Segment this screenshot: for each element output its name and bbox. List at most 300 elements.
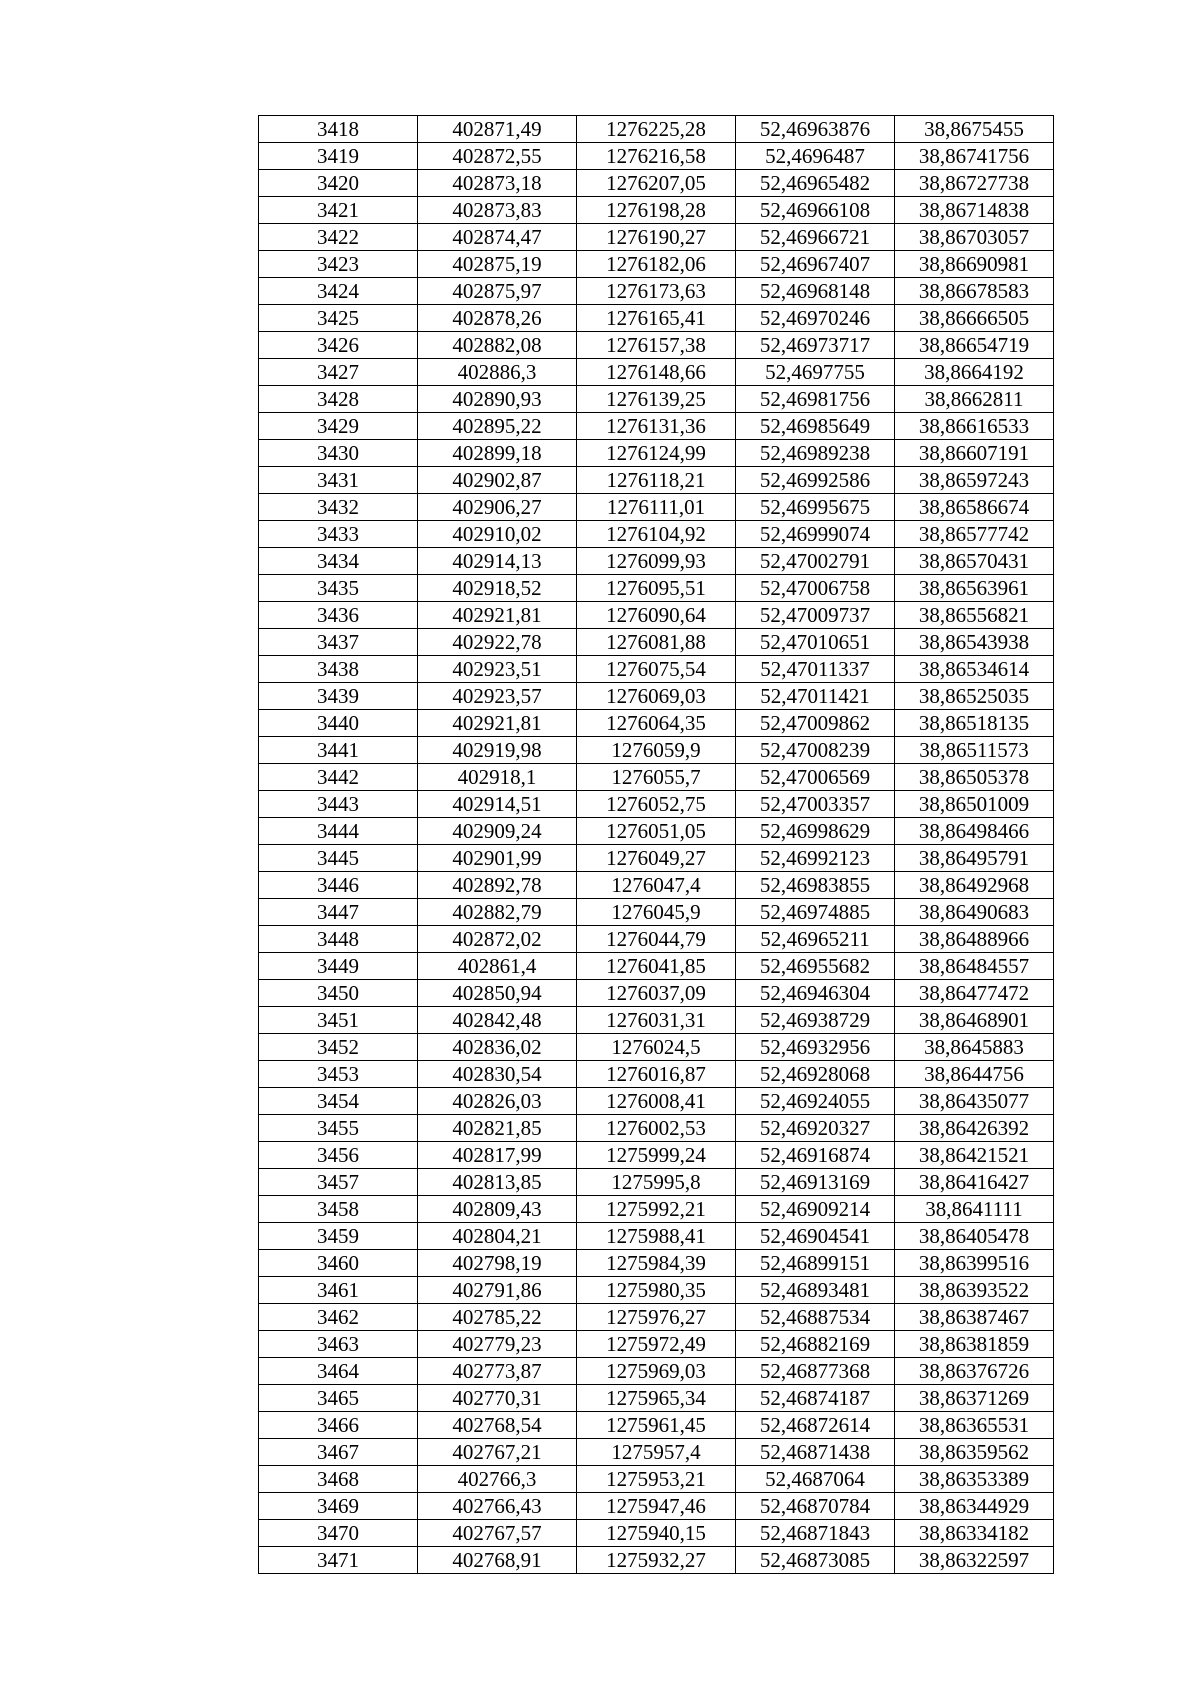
- y-coordinate-cell: 1276037,09: [577, 980, 736, 1007]
- longitude-cell: 38,86714838: [895, 197, 1054, 224]
- point-number-cell: 3423: [259, 251, 418, 278]
- point-number-cell: 3453: [259, 1061, 418, 1088]
- x-coordinate-cell: 402923,51: [418, 656, 577, 683]
- point-number-cell: 3468: [259, 1466, 418, 1493]
- x-coordinate-cell: 402923,57: [418, 683, 577, 710]
- table-row: [259, 1277, 1054, 1304]
- latitude-cell: 52,46899151: [736, 1250, 895, 1277]
- longitude-cell: 38,86586674: [895, 494, 1054, 521]
- x-coordinate-cell: 402882,08: [418, 332, 577, 359]
- latitude-cell: 52,46992586: [736, 467, 895, 494]
- x-coordinate-cell: 402921,81: [418, 602, 577, 629]
- latitude-cell: 52,4687064: [736, 1466, 895, 1493]
- latitude-cell: 52,46992123: [736, 845, 895, 872]
- x-coordinate-cell: 402902,87: [418, 467, 577, 494]
- y-coordinate-cell: 1276148,66: [577, 359, 736, 386]
- longitude-cell: 38,86727738: [895, 170, 1054, 197]
- x-coordinate-cell: 402918,1: [418, 764, 577, 791]
- x-coordinate-cell: 402882,79: [418, 899, 577, 926]
- x-coordinate-cell: 402914,13: [418, 548, 577, 575]
- y-coordinate-cell: 1276182,06: [577, 251, 736, 278]
- longitude-cell: 38,86501009: [895, 791, 1054, 818]
- table-row: [259, 1223, 1054, 1250]
- longitude-cell: 38,86563961: [895, 575, 1054, 602]
- latitude-cell: 52,46985649: [736, 413, 895, 440]
- longitude-cell: 38,8662811: [895, 386, 1054, 413]
- point-number-cell: 3419: [259, 143, 418, 170]
- point-number-cell: 3429: [259, 413, 418, 440]
- point-number-cell: 3441: [259, 737, 418, 764]
- point-number-cell: 3426: [259, 332, 418, 359]
- latitude-cell: 52,46970246: [736, 305, 895, 332]
- x-coordinate-cell: 402826,03: [418, 1088, 577, 1115]
- latitude-cell: 52,47006758: [736, 575, 895, 602]
- y-coordinate-cell: 1275999,24: [577, 1142, 736, 1169]
- point-number-cell: 3462: [259, 1304, 418, 1331]
- x-coordinate-cell: 402872,02: [418, 926, 577, 953]
- x-coordinate-cell: 402914,51: [418, 791, 577, 818]
- table-row: [259, 332, 1054, 359]
- x-coordinate-cell: 402873,83: [418, 197, 577, 224]
- latitude-cell: 52,47002791: [736, 548, 895, 575]
- y-coordinate-cell: 1276207,05: [577, 170, 736, 197]
- latitude-cell: 52,46946304: [736, 980, 895, 1007]
- x-coordinate-cell: 402875,97: [418, 278, 577, 305]
- y-coordinate-cell: 1276216,58: [577, 143, 736, 170]
- x-coordinate-cell: 402872,55: [418, 143, 577, 170]
- latitude-cell: 52,46871438: [736, 1439, 895, 1466]
- point-number-cell: 3425: [259, 305, 418, 332]
- longitude-cell: 38,86505378: [895, 764, 1054, 791]
- y-coordinate-cell: 1276064,35: [577, 710, 736, 737]
- longitude-cell: 38,86577742: [895, 521, 1054, 548]
- longitude-cell: 38,86498466: [895, 818, 1054, 845]
- table-row: [259, 818, 1054, 845]
- point-number-cell: 3424: [259, 278, 418, 305]
- y-coordinate-cell: 1276190,27: [577, 224, 736, 251]
- x-coordinate-cell: 402768,91: [418, 1547, 577, 1574]
- latitude-cell: 52,46967407: [736, 251, 895, 278]
- table-row: [259, 629, 1054, 656]
- table-row: [259, 413, 1054, 440]
- point-number-cell: 3469: [259, 1493, 418, 1520]
- latitude-cell: 52,47010651: [736, 629, 895, 656]
- table-row: [259, 548, 1054, 575]
- x-coordinate-cell: 402871,49: [418, 116, 577, 143]
- latitude-cell: 52,46909214: [736, 1196, 895, 1223]
- x-coordinate-cell: 402895,22: [418, 413, 577, 440]
- longitude-cell: 38,8645883: [895, 1034, 1054, 1061]
- point-number-cell: 3464: [259, 1358, 418, 1385]
- x-coordinate-cell: 402791,86: [418, 1277, 577, 1304]
- point-number-cell: 3420: [259, 170, 418, 197]
- y-coordinate-cell: 1275980,35: [577, 1277, 736, 1304]
- x-coordinate-cell: 402850,94: [418, 980, 577, 1007]
- x-coordinate-cell: 402910,02: [418, 521, 577, 548]
- table-row: [259, 1061, 1054, 1088]
- longitude-cell: 38,86393522: [895, 1277, 1054, 1304]
- y-coordinate-cell: 1276008,41: [577, 1088, 736, 1115]
- y-coordinate-cell: 1276111,01: [577, 494, 736, 521]
- point-number-cell: 3471: [259, 1547, 418, 1574]
- longitude-cell: 38,86703057: [895, 224, 1054, 251]
- latitude-cell: 52,47003357: [736, 791, 895, 818]
- table-row: [259, 1088, 1054, 1115]
- longitude-cell: 38,86492968: [895, 872, 1054, 899]
- table-row: [259, 224, 1054, 251]
- x-coordinate-cell: 402874,47: [418, 224, 577, 251]
- table-row: [259, 1034, 1054, 1061]
- point-number-cell: 3454: [259, 1088, 418, 1115]
- point-number-cell: 3446: [259, 872, 418, 899]
- latitude-cell: 52,46893481: [736, 1277, 895, 1304]
- point-number-cell: 3449: [259, 953, 418, 980]
- point-number-cell: 3448: [259, 926, 418, 953]
- table-row: [259, 737, 1054, 764]
- y-coordinate-cell: 1276090,64: [577, 602, 736, 629]
- longitude-cell: 38,8675455: [895, 116, 1054, 143]
- table-row: [259, 1142, 1054, 1169]
- table-row: [259, 1250, 1054, 1277]
- point-number-cell: 3434: [259, 548, 418, 575]
- y-coordinate-cell: 1276131,36: [577, 413, 736, 440]
- latitude-cell: 52,46872614: [736, 1412, 895, 1439]
- longitude-cell: 38,86741756: [895, 143, 1054, 170]
- latitude-cell: 52,47011337: [736, 656, 895, 683]
- longitude-cell: 38,86405478: [895, 1223, 1054, 1250]
- latitude-cell: 52,46974885: [736, 899, 895, 926]
- x-coordinate-cell: 402899,18: [418, 440, 577, 467]
- longitude-cell: 38,86511573: [895, 737, 1054, 764]
- table-row: [259, 953, 1054, 980]
- table-row: [259, 872, 1054, 899]
- table-row: [259, 1412, 1054, 1439]
- y-coordinate-cell: 1275953,21: [577, 1466, 736, 1493]
- point-number-cell: 3431: [259, 467, 418, 494]
- latitude-cell: 52,4696487: [736, 143, 895, 170]
- table-row: [259, 359, 1054, 386]
- latitude-cell: 52,46965482: [736, 170, 895, 197]
- latitude-cell: 52,46973717: [736, 332, 895, 359]
- table-row: [259, 251, 1054, 278]
- x-coordinate-cell: 402906,27: [418, 494, 577, 521]
- table-row: [259, 1331, 1054, 1358]
- y-coordinate-cell: 1276075,54: [577, 656, 736, 683]
- x-coordinate-cell: 402922,78: [418, 629, 577, 656]
- table-row: [259, 602, 1054, 629]
- x-coordinate-cell: 402821,85: [418, 1115, 577, 1142]
- point-number-cell: 3421: [259, 197, 418, 224]
- latitude-cell: 52,46938729: [736, 1007, 895, 1034]
- table-row: [259, 1385, 1054, 1412]
- longitude-cell: 38,86543938: [895, 629, 1054, 656]
- x-coordinate-cell: 402918,52: [418, 575, 577, 602]
- latitude-cell: 52,46968148: [736, 278, 895, 305]
- longitude-cell: 38,86365531: [895, 1412, 1054, 1439]
- x-coordinate-cell: 402836,02: [418, 1034, 577, 1061]
- latitude-cell: 52,46916874: [736, 1142, 895, 1169]
- latitude-cell: 52,46963876: [736, 116, 895, 143]
- y-coordinate-cell: 1275932,27: [577, 1547, 736, 1574]
- point-number-cell: 3451: [259, 1007, 418, 1034]
- longitude-cell: 38,86381859: [895, 1331, 1054, 1358]
- table-row: [259, 1304, 1054, 1331]
- x-coordinate-cell: 402875,19: [418, 251, 577, 278]
- x-coordinate-cell: 402804,21: [418, 1223, 577, 1250]
- longitude-cell: 38,86607191: [895, 440, 1054, 467]
- point-number-cell: 3450: [259, 980, 418, 1007]
- y-coordinate-cell: 1275969,03: [577, 1358, 736, 1385]
- point-number-cell: 3466: [259, 1412, 418, 1439]
- x-coordinate-cell: 402785,22: [418, 1304, 577, 1331]
- x-coordinate-cell: 402886,3: [418, 359, 577, 386]
- x-coordinate-cell: 402779,23: [418, 1331, 577, 1358]
- latitude-cell: 52,4697755: [736, 359, 895, 386]
- point-number-cell: 3458: [259, 1196, 418, 1223]
- x-coordinate-cell: 402861,4: [418, 953, 577, 980]
- table-row: [259, 116, 1054, 143]
- table-row: [259, 440, 1054, 467]
- longitude-cell: 38,86534614: [895, 656, 1054, 683]
- longitude-cell: 38,86344929: [895, 1493, 1054, 1520]
- longitude-cell: 38,86477472: [895, 980, 1054, 1007]
- x-coordinate-cell: 402770,31: [418, 1385, 577, 1412]
- x-coordinate-cell: 402809,43: [418, 1196, 577, 1223]
- y-coordinate-cell: 1276118,21: [577, 467, 736, 494]
- table-row: [259, 1196, 1054, 1223]
- x-coordinate-cell: 402830,54: [418, 1061, 577, 1088]
- point-number-cell: 3459: [259, 1223, 418, 1250]
- table-row: [259, 1115, 1054, 1142]
- y-coordinate-cell: 1276104,92: [577, 521, 736, 548]
- point-number-cell: 3442: [259, 764, 418, 791]
- latitude-cell: 52,46965211: [736, 926, 895, 953]
- latitude-cell: 52,46871843: [736, 1520, 895, 1547]
- longitude-cell: 38,86416427: [895, 1169, 1054, 1196]
- latitude-cell: 52,46920327: [736, 1115, 895, 1142]
- latitude-cell: 52,46989238: [736, 440, 895, 467]
- longitude-cell: 38,86387467: [895, 1304, 1054, 1331]
- y-coordinate-cell: 1276002,53: [577, 1115, 736, 1142]
- y-coordinate-cell: 1276069,03: [577, 683, 736, 710]
- latitude-cell: 52,46928068: [736, 1061, 895, 1088]
- table-row: [259, 683, 1054, 710]
- y-coordinate-cell: 1276124,99: [577, 440, 736, 467]
- y-coordinate-cell: 1276041,85: [577, 953, 736, 980]
- longitude-cell: 38,86399516: [895, 1250, 1054, 1277]
- table-row: [259, 980, 1054, 1007]
- y-coordinate-cell: 1276165,41: [577, 305, 736, 332]
- table-row: [259, 710, 1054, 737]
- longitude-cell: 38,86690981: [895, 251, 1054, 278]
- point-number-cell: 3428: [259, 386, 418, 413]
- point-number-cell: 3437: [259, 629, 418, 656]
- longitude-cell: 38,86468901: [895, 1007, 1054, 1034]
- latitude-cell: 52,46955682: [736, 953, 895, 980]
- y-coordinate-cell: 1276031,31: [577, 1007, 736, 1034]
- longitude-cell: 38,86570431: [895, 548, 1054, 575]
- y-coordinate-cell: 1276095,51: [577, 575, 736, 602]
- y-coordinate-cell: 1276049,27: [577, 845, 736, 872]
- point-number-cell: 3439: [259, 683, 418, 710]
- latitude-cell: 52,46882169: [736, 1331, 895, 1358]
- point-number-cell: 3438: [259, 656, 418, 683]
- longitude-cell: 38,86371269: [895, 1385, 1054, 1412]
- table-row: [259, 575, 1054, 602]
- x-coordinate-cell: 402878,26: [418, 305, 577, 332]
- latitude-cell: 52,46999074: [736, 521, 895, 548]
- table-row: [259, 899, 1054, 926]
- latitude-cell: 52,46966108: [736, 197, 895, 224]
- table-row: [259, 1169, 1054, 1196]
- x-coordinate-cell: 402767,57: [418, 1520, 577, 1547]
- longitude-cell: 38,86495791: [895, 845, 1054, 872]
- x-coordinate-cell: 402901,99: [418, 845, 577, 872]
- latitude-cell: 52,47006569: [736, 764, 895, 791]
- point-number-cell: 3455: [259, 1115, 418, 1142]
- x-coordinate-cell: 402766,3: [418, 1466, 577, 1493]
- longitude-cell: 38,8644756: [895, 1061, 1054, 1088]
- y-coordinate-cell: 1275984,39: [577, 1250, 736, 1277]
- y-coordinate-cell: 1276157,38: [577, 332, 736, 359]
- latitude-cell: 52,46873085: [736, 1547, 895, 1574]
- longitude-cell: 38,86490683: [895, 899, 1054, 926]
- y-coordinate-cell: 1276225,28: [577, 116, 736, 143]
- longitude-cell: 38,86488966: [895, 926, 1054, 953]
- y-coordinate-cell: 1275940,15: [577, 1520, 736, 1547]
- point-number-cell: 3447: [259, 899, 418, 926]
- table-row: [259, 926, 1054, 953]
- longitude-cell: 38,86616533: [895, 413, 1054, 440]
- point-number-cell: 3427: [259, 359, 418, 386]
- latitude-cell: 52,46874187: [736, 1385, 895, 1412]
- longitude-cell: 38,86376726: [895, 1358, 1054, 1385]
- point-number-cell: 3444: [259, 818, 418, 845]
- longitude-cell: 38,86556821: [895, 602, 1054, 629]
- latitude-cell: 52,47011421: [736, 683, 895, 710]
- y-coordinate-cell: 1275992,21: [577, 1196, 736, 1223]
- coordinates-table-body: [259, 116, 1054, 1574]
- table-row: [259, 386, 1054, 413]
- table-row: [259, 764, 1054, 791]
- point-number-cell: 3470: [259, 1520, 418, 1547]
- table-row: [259, 1358, 1054, 1385]
- table-row: [259, 278, 1054, 305]
- latitude-cell: 52,46913169: [736, 1169, 895, 1196]
- x-coordinate-cell: 402890,93: [418, 386, 577, 413]
- point-number-cell: 3443: [259, 791, 418, 818]
- y-coordinate-cell: 1276044,79: [577, 926, 736, 953]
- table-row: [259, 1547, 1054, 1574]
- latitude-cell: 52,47009862: [736, 710, 895, 737]
- latitude-cell: 52,46983855: [736, 872, 895, 899]
- x-coordinate-cell: 402813,85: [418, 1169, 577, 1196]
- y-coordinate-cell: 1276045,9: [577, 899, 736, 926]
- x-coordinate-cell: 402768,54: [418, 1412, 577, 1439]
- x-coordinate-cell: 402909,24: [418, 818, 577, 845]
- x-coordinate-cell: 402842,48: [418, 1007, 577, 1034]
- y-coordinate-cell: 1275988,41: [577, 1223, 736, 1250]
- y-coordinate-cell: 1275976,27: [577, 1304, 736, 1331]
- longitude-cell: 38,86518135: [895, 710, 1054, 737]
- x-coordinate-cell: 402817,99: [418, 1142, 577, 1169]
- point-number-cell: 3457: [259, 1169, 418, 1196]
- point-number-cell: 3452: [259, 1034, 418, 1061]
- longitude-cell: 38,86426392: [895, 1115, 1054, 1142]
- longitude-cell: 38,86359562: [895, 1439, 1054, 1466]
- latitude-cell: 52,46904541: [736, 1223, 895, 1250]
- y-coordinate-cell: 1276081,88: [577, 629, 736, 656]
- latitude-cell: 52,46924055: [736, 1088, 895, 1115]
- y-coordinate-cell: 1276051,05: [577, 818, 736, 845]
- longitude-cell: 38,86353389: [895, 1466, 1054, 1493]
- point-number-cell: 3430: [259, 440, 418, 467]
- y-coordinate-cell: 1276139,25: [577, 386, 736, 413]
- latitude-cell: 52,47008239: [736, 737, 895, 764]
- latitude-cell: 52,46966721: [736, 224, 895, 251]
- longitude-cell: 38,86435077: [895, 1088, 1054, 1115]
- x-coordinate-cell: 402873,18: [418, 170, 577, 197]
- x-coordinate-cell: 402892,78: [418, 872, 577, 899]
- longitude-cell: 38,86666505: [895, 305, 1054, 332]
- longitude-cell: 38,86484557: [895, 953, 1054, 980]
- latitude-cell: 52,46995675: [736, 494, 895, 521]
- table-row: [259, 1007, 1054, 1034]
- latitude-cell: 52,46981756: [736, 386, 895, 413]
- point-number-cell: 3463: [259, 1331, 418, 1358]
- y-coordinate-cell: 1276024,5: [577, 1034, 736, 1061]
- point-number-cell: 3433: [259, 521, 418, 548]
- latitude-cell: 52,46877368: [736, 1358, 895, 1385]
- table-row: [259, 1466, 1054, 1493]
- longitude-cell: 38,8664192: [895, 359, 1054, 386]
- y-coordinate-cell: 1275965,34: [577, 1385, 736, 1412]
- y-coordinate-cell: 1276099,93: [577, 548, 736, 575]
- point-number-cell: 3456: [259, 1142, 418, 1169]
- point-number-cell: 3465: [259, 1385, 418, 1412]
- y-coordinate-cell: 1276047,4: [577, 872, 736, 899]
- longitude-cell: 38,86678583: [895, 278, 1054, 305]
- latitude-cell: 52,46870784: [736, 1493, 895, 1520]
- longitude-cell: 38,86597243: [895, 467, 1054, 494]
- x-coordinate-cell: 402766,43: [418, 1493, 577, 1520]
- latitude-cell: 52,46887534: [736, 1304, 895, 1331]
- y-coordinate-cell: 1276052,75: [577, 791, 736, 818]
- latitude-cell: 52,46932956: [736, 1034, 895, 1061]
- table-row: [259, 1493, 1054, 1520]
- table-row: [259, 143, 1054, 170]
- table-row: [259, 494, 1054, 521]
- table-row: [259, 305, 1054, 332]
- point-number-cell: 3460: [259, 1250, 418, 1277]
- table-row: [259, 197, 1054, 224]
- table-row: [259, 170, 1054, 197]
- point-number-cell: 3418: [259, 116, 418, 143]
- x-coordinate-cell: 402919,98: [418, 737, 577, 764]
- y-coordinate-cell: 1275957,4: [577, 1439, 736, 1466]
- point-number-cell: 3440: [259, 710, 418, 737]
- point-number-cell: 3432: [259, 494, 418, 521]
- point-number-cell: 3461: [259, 1277, 418, 1304]
- longitude-cell: 38,86334182: [895, 1520, 1054, 1547]
- y-coordinate-cell: 1276173,63: [577, 278, 736, 305]
- latitude-cell: 52,47009737: [736, 602, 895, 629]
- coordinates-table: [258, 115, 1054, 1574]
- longitude-cell: 38,86525035: [895, 683, 1054, 710]
- longitude-cell: 38,86654719: [895, 332, 1054, 359]
- longitude-cell: 38,86421521: [895, 1142, 1054, 1169]
- point-number-cell: 3436: [259, 602, 418, 629]
